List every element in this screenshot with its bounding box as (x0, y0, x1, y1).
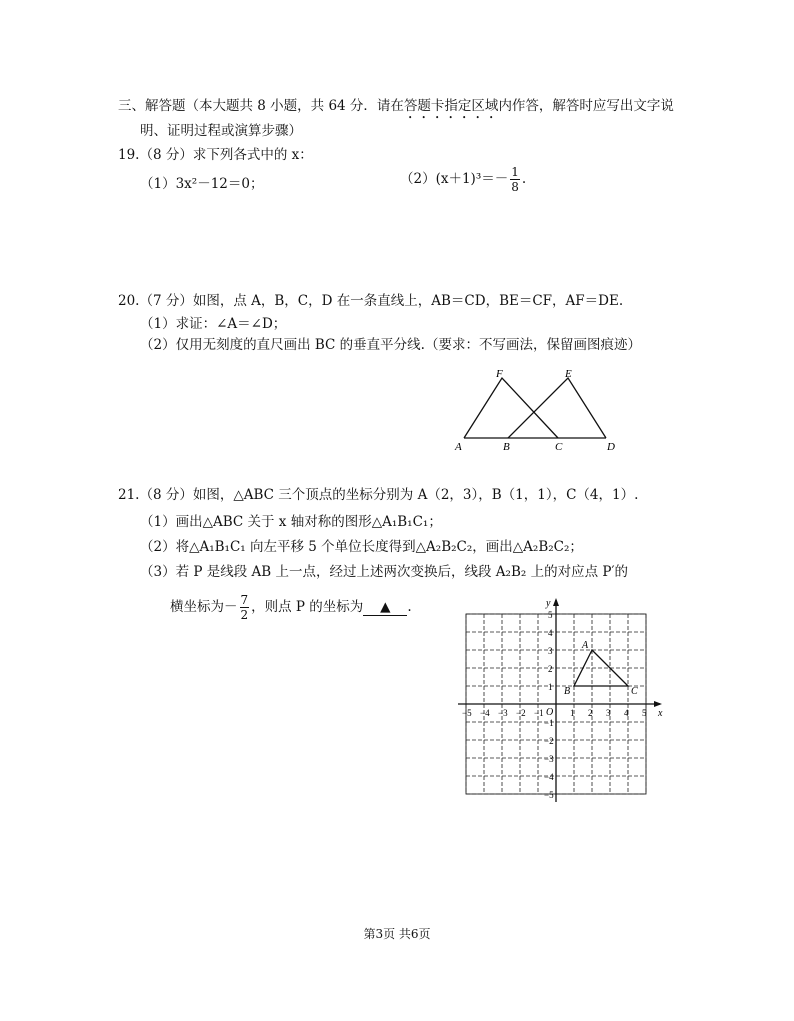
point-a-label: A (582, 640, 589, 651)
y-axis-label: y (546, 598, 551, 609)
y-tick-label: −4 (544, 772, 554, 782)
y-axis-arrow (553, 598, 559, 606)
label-e: E (565, 368, 572, 380)
emphasized-text: 答题卡指定区域 (403, 98, 499, 114)
x-tick-label: 2 (588, 708, 593, 718)
origin-label: O (546, 707, 554, 718)
fraction: $\frac{1}{8}$ (511, 165, 519, 194)
y-tick-label: −5 (544, 790, 554, 800)
section-title-line2: 明、证明过程或演算步骤） (140, 123, 302, 139)
x-axis-arrow (654, 701, 662, 707)
y-tick-label: 1 (548, 682, 553, 692)
y-tick-label: −1 (544, 718, 554, 728)
label-a: A (455, 441, 462, 453)
x-tick-label: −1 (534, 708, 544, 718)
x-tick-label: −2 (516, 708, 526, 718)
x-tick-label: −4 (480, 708, 490, 718)
x-tick-label: 5 (642, 708, 647, 718)
x-tick-label: −3 (498, 708, 508, 718)
label-c: C (555, 441, 563, 453)
point-c-label: C (631, 686, 638, 697)
y-tick-label: 2 (548, 664, 553, 674)
y-tick-label: −3 (544, 754, 554, 764)
label-d: D (607, 441, 615, 453)
question-19-part2: （2）(x＋1)³＝－ $\frac{1}{8}$ . (400, 165, 527, 194)
fraction: $\frac{7}{2}$ (240, 593, 249, 622)
x-tick-label: 4 (624, 708, 629, 718)
label-b: B (503, 441, 510, 453)
y-tick-label: −2 (544, 736, 554, 746)
x-tick-label: −5 (462, 708, 472, 718)
question-21-part2: （2）将△A₁B₁C₁ 向左平移 5 个单位长度得到△A₂B₂C₂，画出△A₂B₂C₂； (140, 539, 583, 555)
triangle-figure (450, 365, 630, 460)
triangle-afc (464, 378, 558, 438)
triangle-bed (508, 378, 606, 438)
answer-blank[interactable]: ▲ (363, 599, 407, 616)
question-20-part1: （1）求证：∠A＝∠D； (140, 316, 287, 332)
label-f: F (496, 368, 503, 380)
x-tick-label: 1 (570, 708, 575, 718)
coordinate-grid (450, 590, 670, 805)
question-21-part3-answer: 横坐标为－ $\frac{7}{2}$ ，则点 P 的坐标为 ▲ . (170, 593, 412, 622)
section-title-line1: 三、解答题（本大题共 8 小题，共 64 分．请在答题卡指定区域内作答，解答时应写出文字说 (118, 98, 674, 114)
y-tick-label: 5 (548, 610, 553, 620)
point-b-label: B (564, 686, 571, 697)
question-20-heading: 20.（7 分）如图，点 A，B，C，D 在一条直线上，AB＝CD，BE＝CF，AF＝DE. (118, 293, 624, 309)
question-20-part2: （2）仅用无刻度的直尺画出 BC 的垂直平分线.（要求：不写画法，保留画图痕迹） (140, 337, 641, 353)
question-21-heading: 21.（8 分）如图，△ABC 三个顶点的坐标分别为 A（2，3），B（1，1），C（4，1）. (118, 487, 639, 503)
question-21-part1: （1）画出△ABC 关于 x 轴对称的图形△A₁B₁C₁； (140, 514, 442, 530)
x-tick-label: 3 (606, 708, 611, 718)
question-21-part3: （3）若 P 是线段 AB 上一点，经过上述两次变换后，线段 A₂B₂ 上的对应点 P′的 (140, 564, 629, 580)
x-axis-label: x (658, 708, 663, 719)
y-tick-label: 3 (548, 646, 553, 656)
question-19-part1: （1）3x²－12＝0； (140, 176, 264, 192)
page-footer: 第3页 共6页 (363, 927, 431, 941)
y-tick-label: 4 (548, 628, 553, 638)
question-19-heading: 19.（8 分）求下列各式中的 x： (118, 147, 313, 163)
